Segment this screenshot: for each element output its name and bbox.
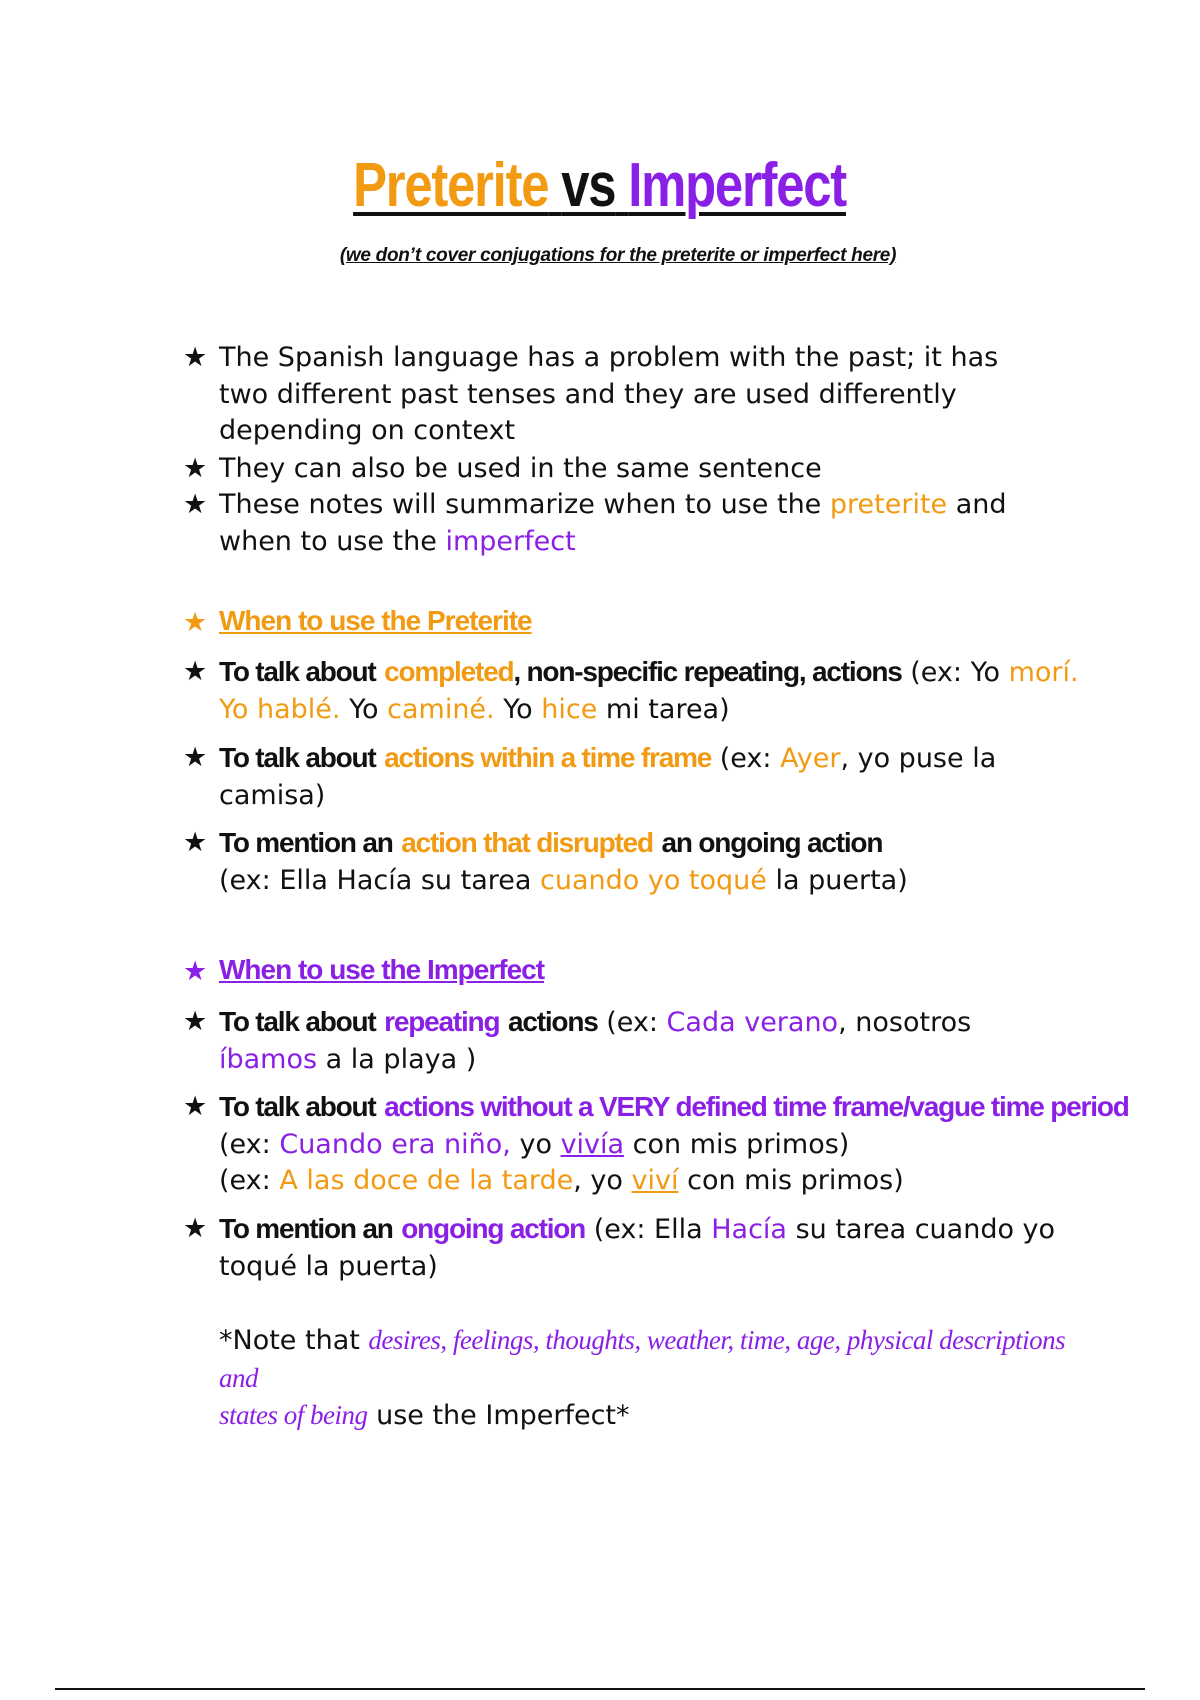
- preterite-item-1: [183, 654, 1083, 728]
- example-verb: Cada verano: [666, 1007, 839, 1038]
- star-icon: ★: [183, 1213, 208, 1244]
- intro-item-2: [183, 451, 1083, 488]
- example-text: (ex: Ella Hacía su tarea: [219, 864, 532, 896]
- note-categories: states of being: [219, 1400, 368, 1430]
- example-text: su tarea cuando yo: [795, 1214, 1056, 1245]
- star-icon: ★: [183, 1091, 208, 1122]
- preterite-item-2: [183, 740, 1083, 814]
- rule-keyword: repeating: [384, 1006, 500, 1037]
- intro-preterite: preterite: [829, 489, 948, 520]
- example-text: (ex:: [606, 1007, 658, 1038]
- note-text: *Note that: [219, 1325, 360, 1356]
- rule-keyword: completed: [384, 656, 514, 687]
- rule-keyword: ongoing action: [401, 1213, 586, 1244]
- example-text: , yo puse la: [840, 743, 997, 774]
- example-text: con mis primos): [632, 1128, 850, 1160]
- star-icon: ★: [183, 742, 208, 773]
- example-verb: caminé.: [387, 693, 495, 725]
- example-text: a la playa ): [325, 1043, 477, 1075]
- rule-text: actions: [507, 1006, 598, 1037]
- imperfect-item-2: [183, 1089, 1143, 1200]
- example-text: toqué la puerta): [219, 1250, 438, 1282]
- example-text: (ex: Ella: [593, 1214, 703, 1245]
- example-text: mi tarea): [605, 693, 730, 725]
- intro-item-3: [183, 487, 1083, 560]
- intro-line-1: The Spanish language has a problem with the past; it has: [219, 342, 999, 373]
- title-vs: vs: [561, 151, 616, 220]
- intro-item-1: [183, 340, 1083, 450]
- example-verb: íbamos: [219, 1043, 318, 1075]
- star-icon: ★: [183, 956, 208, 987]
- example-text: , nosotros: [838, 1007, 972, 1038]
- example-verb: Yo hablé.: [219, 693, 341, 725]
- title-imperfect: Imperfect: [628, 151, 847, 220]
- example-verb: Hacía: [711, 1214, 787, 1245]
- example-verb: A las doce de la tarde: [279, 1165, 574, 1196]
- preterite-item-3: [183, 825, 1083, 899]
- example-text: yo: [519, 1128, 552, 1160]
- example-text: camisa): [219, 779, 326, 811]
- example-text: , yo: [573, 1165, 623, 1196]
- intro-text: These notes will summarize when to use the: [219, 489, 822, 520]
- intro-line-4: They can also be used in the same sentence: [219, 453, 822, 484]
- bottom-divider: [55, 1688, 1145, 1690]
- star-icon: ★: [183, 607, 208, 638]
- example-text: la puerta): [775, 864, 908, 896]
- example-text: Yo: [503, 693, 533, 725]
- intro-text: when to use the: [219, 525, 437, 557]
- preterite-heading-row: [183, 605, 1083, 637]
- example-verb: hice: [541, 693, 598, 725]
- note-categories: desires, feelings, thoughts, weather, time, age, physical descriptions and: [219, 1325, 1066, 1393]
- example-verb: cuando yo toqué: [540, 864, 767, 896]
- star-icon: ★: [183, 489, 208, 520]
- rule-keyword: actions within a time frame: [384, 742, 712, 773]
- intro-line-2: two different past tenses and they are used differently: [219, 378, 957, 410]
- example-verb: morí.: [1008, 657, 1079, 688]
- page-title: [354, 150, 847, 221]
- example-text: (ex: Yo: [910, 657, 1000, 688]
- example-verb: viví: [631, 1165, 679, 1196]
- star-icon: ★: [183, 1006, 208, 1037]
- star-icon: ★: [183, 656, 208, 687]
- rule-text: , non-specific repeating, actions: [513, 656, 902, 687]
- example-text: (ex:: [219, 1128, 271, 1160]
- imperfect-item-3: [183, 1211, 1083, 1285]
- rule-text: To talk about: [219, 1091, 376, 1122]
- intro-line-3: depending on context: [219, 415, 516, 446]
- example-text: con mis primos): [687, 1165, 904, 1196]
- star-icon: ★: [183, 827, 208, 858]
- intro-imperfect: imperfect: [445, 525, 576, 557]
- star-icon: ★: [183, 342, 208, 373]
- rule-text: an ongoing action: [661, 827, 883, 858]
- example-text: (ex:: [219, 1165, 271, 1196]
- example-text: Yo: [349, 693, 379, 725]
- example-verb: vivía: [560, 1128, 625, 1160]
- title-preterite: Preterite: [353, 151, 549, 220]
- title-block: [0, 150, 1200, 221]
- star-icon: ★: [183, 453, 208, 484]
- example-text: (ex:: [719, 743, 772, 774]
- note-text: use the Imperfect*: [376, 1400, 630, 1431]
- rule-keyword: actions without a VERY defined time frame/vague time period: [384, 1091, 1129, 1122]
- intro-and: and: [955, 489, 1007, 520]
- subtitle: (we don’t cover conjugations for the preterite or imperfect here): [339, 245, 897, 266]
- rule-text: To mention an: [219, 827, 393, 858]
- example-verb: Ayer: [780, 743, 841, 774]
- rule-text: To talk about: [219, 656, 376, 687]
- imperfect-item-1: [183, 1004, 1083, 1078]
- rule-text: To mention an: [219, 1213, 393, 1244]
- preterite-heading: When to use the Preterite: [219, 605, 532, 636]
- example-verb: Cuando era niño,: [279, 1128, 511, 1160]
- rule-keyword: action that disrupted: [401, 827, 653, 858]
- imperfect-heading: When to use the Imperfect: [219, 954, 545, 985]
- rule-text: To talk about: [219, 742, 376, 773]
- note: [183, 1322, 1083, 1435]
- imperfect-heading-row: [183, 954, 1083, 986]
- rule-text: To talk about: [219, 1006, 376, 1037]
